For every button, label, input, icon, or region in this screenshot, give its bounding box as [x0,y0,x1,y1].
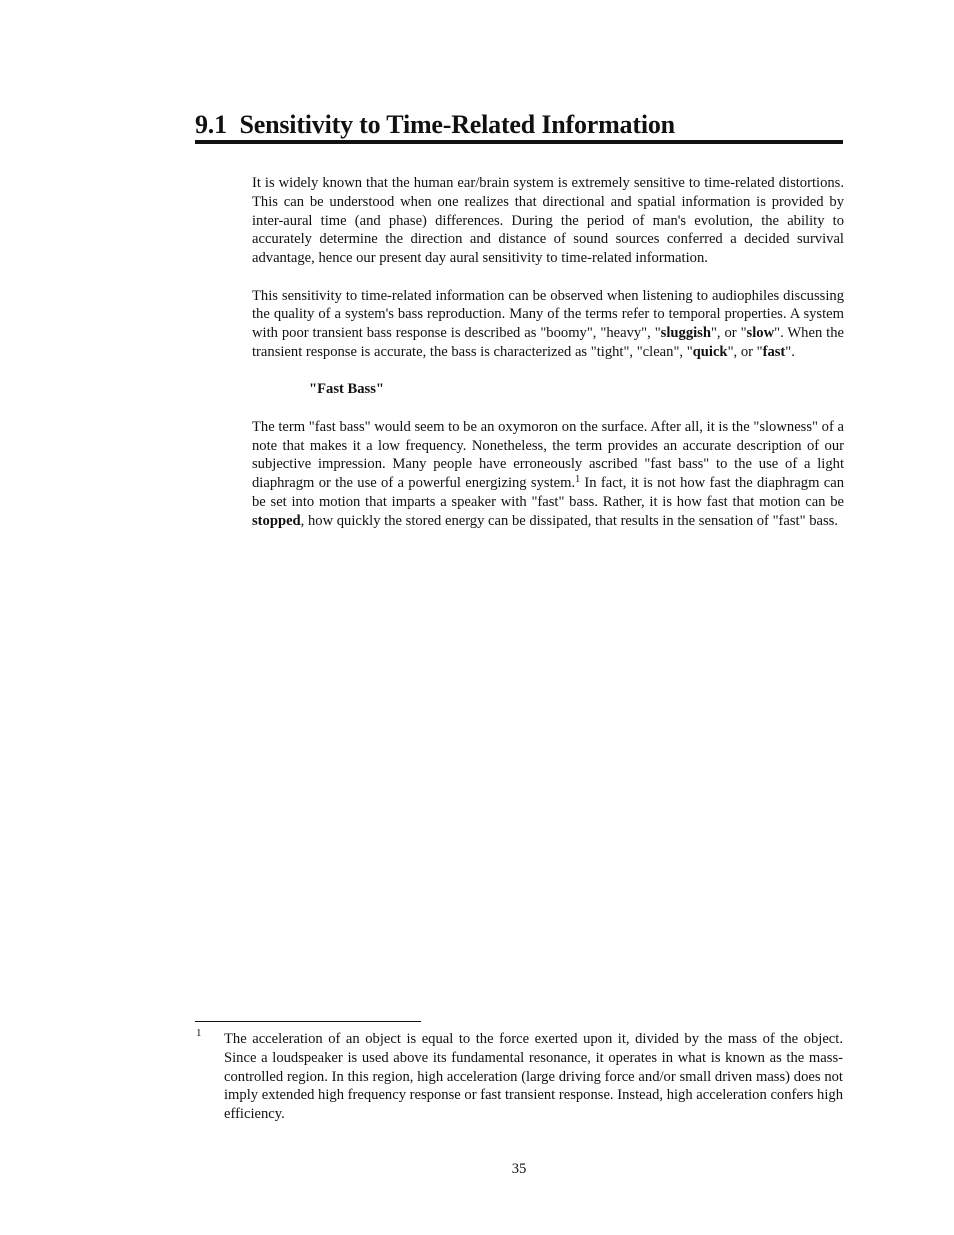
term-quick: quick [692,343,728,360]
footnote-mark: 1 [196,1027,202,1039]
section-number: 9.1 [195,110,227,139]
paragraph-3-text-3: , how quickly the stored energy can be dissipated, that results in the sensation of "fast" bass. [300,512,838,529]
paragraph-2-text-4: ", or " [727,343,763,360]
subheading-fast-bass: "Fast Bass" [309,381,384,398]
paragraph-1: It is widely known that the human ear/brain system is extremely sensitive to time-related distortions. This can be understood when one realizes that directional and spatial information is provided by inter-aural time (and phase) differences. During the period of man's evolution, the ability to accurately determine the direction and distance of sound sources conferred a decided survival advantage, hence our present day aural sensitivity to time-related information. [252,175,844,267]
paragraph-3-text-2: In fact, it is not how fast the diaphragm can be set into motion that imparts a speaker with "fast" bass. Rather, it is how fast that motion can be [252,475,844,510]
term-slow: slow [746,325,775,342]
term-sluggish: sluggish [660,325,711,342]
paragraph-2-text-5: ". [785,343,795,360]
heading-underline [195,140,843,144]
footnote-reference[interactable]: 1 [575,474,581,486]
footnote-text: The acceleration of an object is equal to the force exerted upon it, divided by the mass of the object. Since a loudspeaker is used above its fundamental resonance, it operates in what is known as the mass-controlled region. In this region, high acceleration (large driving force and/or small driven mass) does not imply extended high frequency response or fast transient response. Instead, high acceleration confers high efficiency. [224,1031,843,1123]
section-title: Sensitivity to Time-Related Information [239,110,675,139]
term-fast: fast [762,343,786,360]
paragraph-2 [252,287,844,362]
paragraph-2-text-3: ". When the transient response is accurate, the bass is characterized as "tight", "clean", " [252,325,844,360]
page-number: 35 [511,1161,527,1177]
term-stopped: stopped [252,512,301,529]
footnote-separator [195,1021,421,1022]
paragraph-2-text-1: This sensitivity to time-related information can be observed when listening to audiophiles discussing the quality of a system's bass reproduction. Many of the terms refer to temporal properties. A system with poor transient bass response is described as "boomy", "heavy", " [252,287,844,342]
paragraph-3 [252,418,844,531]
paragraph-2-text-2: ", or " [710,325,747,342]
main-text [252,174,844,549]
paragraph-3-text-1: The term "fast bass" would seem to be an oxymoron on the surface. After all, it is the "slowness" of a note that makes it a low frequency. Nonetheless, the term provides an accurate description of our subjective impression. Many people have erroneously ascribed "fast bass" to the use of a light diaphragm or the use of a powerful energizing system. [252,418,844,492]
section-heading [195,108,843,142]
